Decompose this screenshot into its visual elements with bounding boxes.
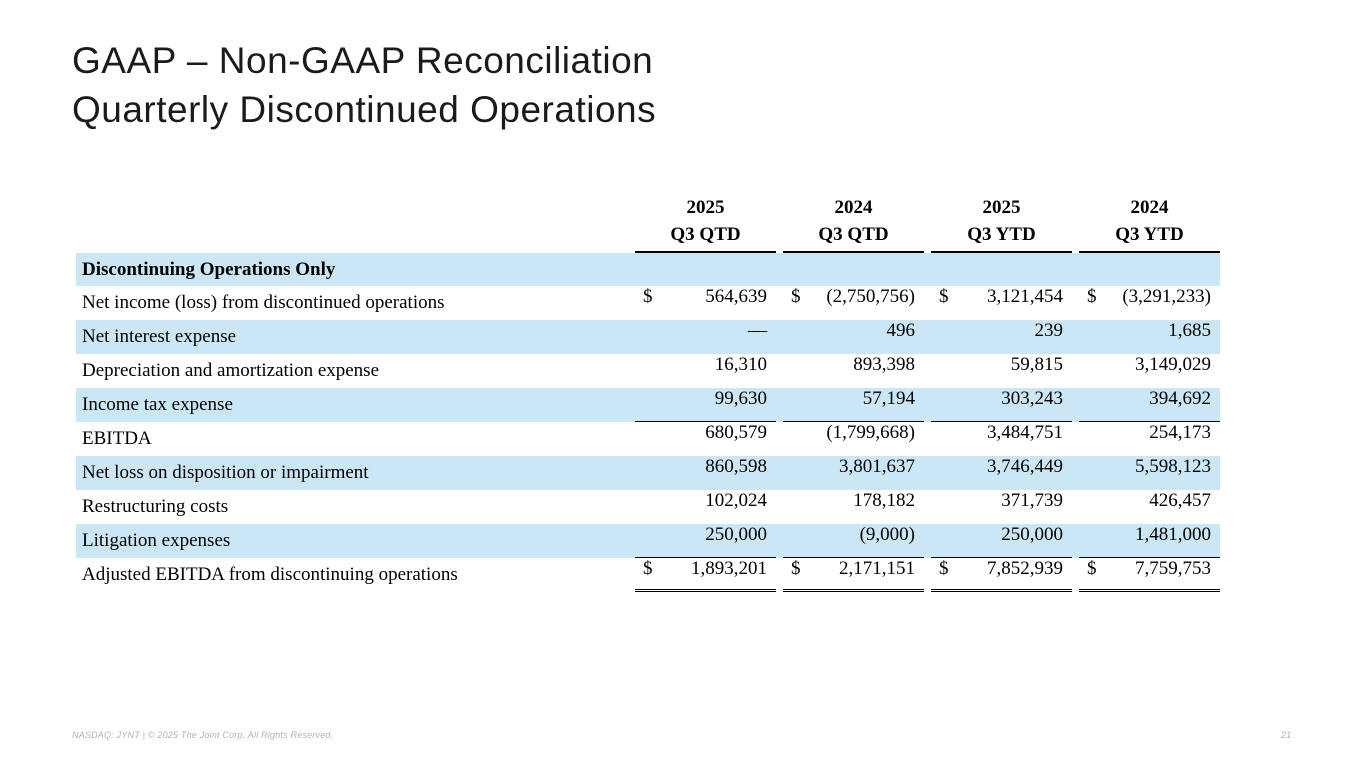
row-value-cell [931,524,1072,558]
row-label: Income tax expense [82,394,233,415]
row-value-cell [931,558,1072,592]
row-value-cell [783,422,924,456]
column-year: 2025 [982,197,1021,218]
row-label: Adjusted EBITDA from discontinuing operations [82,564,458,585]
cell-value: 1,481,000 [1135,524,1211,545]
cell-value: 254,173 [1149,422,1211,443]
cell-value: 1,685 [1168,320,1211,341]
cell-value: 426,457 [1149,490,1211,511]
cell-value: 3,149,029 [1135,354,1211,375]
row-value-cell [783,388,924,422]
row-value-cell [635,286,776,320]
dollar-sign: $ [939,558,949,579]
cell-value: 3,801,637 [839,456,915,477]
row-value-cell [1079,422,1220,456]
table-row [76,388,1220,422]
cell-value: (2,750,756) [826,286,915,307]
table-row [76,354,1220,388]
section-header-row [76,253,1220,286]
row-value-cell [635,388,776,422]
row-value-cell [635,490,776,524]
cell-value: 3,121,454 [987,286,1063,307]
cell-value: 496 [886,320,915,341]
row-value-cell [783,524,924,558]
column-period: Q3 QTD [818,224,889,245]
cell-value: 893,398 [853,354,915,375]
cell-value: 1,893,201 [691,558,767,579]
row-value-cell [635,456,776,490]
table-row [76,286,1220,320]
dollar-sign: $ [939,286,949,307]
column-header-2024-q3-qtd [783,194,924,253]
column-header-2024-q3-ytd [1079,194,1220,253]
table-row [76,558,1220,592]
dollar-sign: $ [791,558,801,579]
cell-value: 102,024 [705,490,767,511]
row-label: Depreciation and amortization expense [82,360,380,381]
cell-value: 5,598,123 [1135,456,1211,477]
cell-value: 239 [1034,320,1063,341]
column-header-2025-q3-qtd [635,194,776,253]
cell-value: — [748,320,767,341]
cell-value: 99,630 [714,388,767,409]
cell-value: 3,484,751 [987,422,1063,443]
row-value-cell [635,354,776,388]
row-value-cell [635,320,776,354]
row-value-cell [1079,354,1220,388]
table-header-row [76,194,1220,253]
row-value-cell [931,388,1072,422]
cell-value: 59,815 [1010,354,1063,375]
cell-value: 3,746,449 [987,456,1063,477]
row-label: Net income (loss) from discontinued operations [82,292,445,313]
row-value-cell [783,558,924,592]
table-row [76,456,1220,490]
column-period: Q3 YTD [1115,224,1184,245]
footer-text: NASDAQ: JYNT | © 2025 The Joint Corp. All Rights Reserved. [72,730,334,740]
row-value-cell [1079,524,1220,558]
cell-value: 178,182 [853,490,915,511]
cell-value: (1,799,668) [826,422,915,443]
row-value-cell [931,320,1072,354]
cell-value: 7,759,753 [1135,558,1211,579]
cell-value: 16,310 [714,354,767,375]
cell-value: 371,739 [1001,490,1063,511]
row-value-cell [931,286,1072,320]
row-value-cell [1079,320,1220,354]
row-value-cell [635,558,776,592]
cell-value: 250,000 [1001,524,1063,545]
row-value-cell [783,354,924,388]
column-period: Q3 QTD [670,224,741,245]
row-value-cell [635,422,776,456]
slide-title [72,36,656,134]
reconciliation-table [76,194,1220,592]
row-label: Restructuring costs [82,496,229,517]
row-label: Litigation expenses [82,530,231,551]
dollar-sign: $ [643,286,653,307]
table-row [76,422,1220,456]
row-value-cell [1079,558,1220,592]
row-value-cell [635,524,776,558]
cell-value: 564,639 [705,286,767,307]
section-header-label: Discontinuing Operations Only [82,258,336,280]
cell-value: (3,291,233) [1122,286,1211,307]
cell-value: 250,000 [705,524,767,545]
row-value-cell [931,490,1072,524]
cell-value: 2,171,151 [839,558,915,579]
title-line-2: Quarterly Discontinued Operations [72,89,657,130]
row-value-cell [783,490,924,524]
dollar-sign: $ [791,286,801,307]
row-value-cell [1079,388,1220,422]
cell-value: 860,598 [705,456,767,477]
column-year: 2024 [834,197,873,218]
column-period: Q3 YTD [967,224,1036,245]
page-number: 21 [1280,730,1291,740]
row-value-cell [783,286,924,320]
table-row [76,524,1220,558]
column-header-2025-q3-ytd [931,194,1072,253]
row-value-cell [1079,490,1220,524]
row-value-cell [931,354,1072,388]
cell-value: (9,000) [859,524,915,545]
row-label: Net loss on disposition or impairment [82,462,369,483]
row-value-cell [783,320,924,354]
cell-value: 7,852,939 [987,558,1063,579]
dollar-sign: $ [1087,558,1097,579]
table-row [76,320,1220,354]
cell-value: 680,579 [705,422,767,443]
cell-value: 303,243 [1001,388,1063,409]
cell-value: 57,194 [862,388,915,409]
column-year: 2025 [686,197,725,218]
row-value-cell [931,422,1072,456]
column-year: 2024 [1130,197,1169,218]
row-label: Net interest expense [82,326,237,347]
row-value-cell [931,456,1072,490]
row-value-cell [783,456,924,490]
dollar-sign: $ [643,558,653,579]
title-line-1: GAAP – Non-GAAP Reconciliation [72,40,654,81]
row-value-cell [1079,456,1220,490]
row-value-cell [1079,286,1220,320]
row-label: EBITDA [82,428,152,449]
cell-value: 394,692 [1149,388,1211,409]
dollar-sign: $ [1087,286,1097,307]
table-row [76,490,1220,524]
